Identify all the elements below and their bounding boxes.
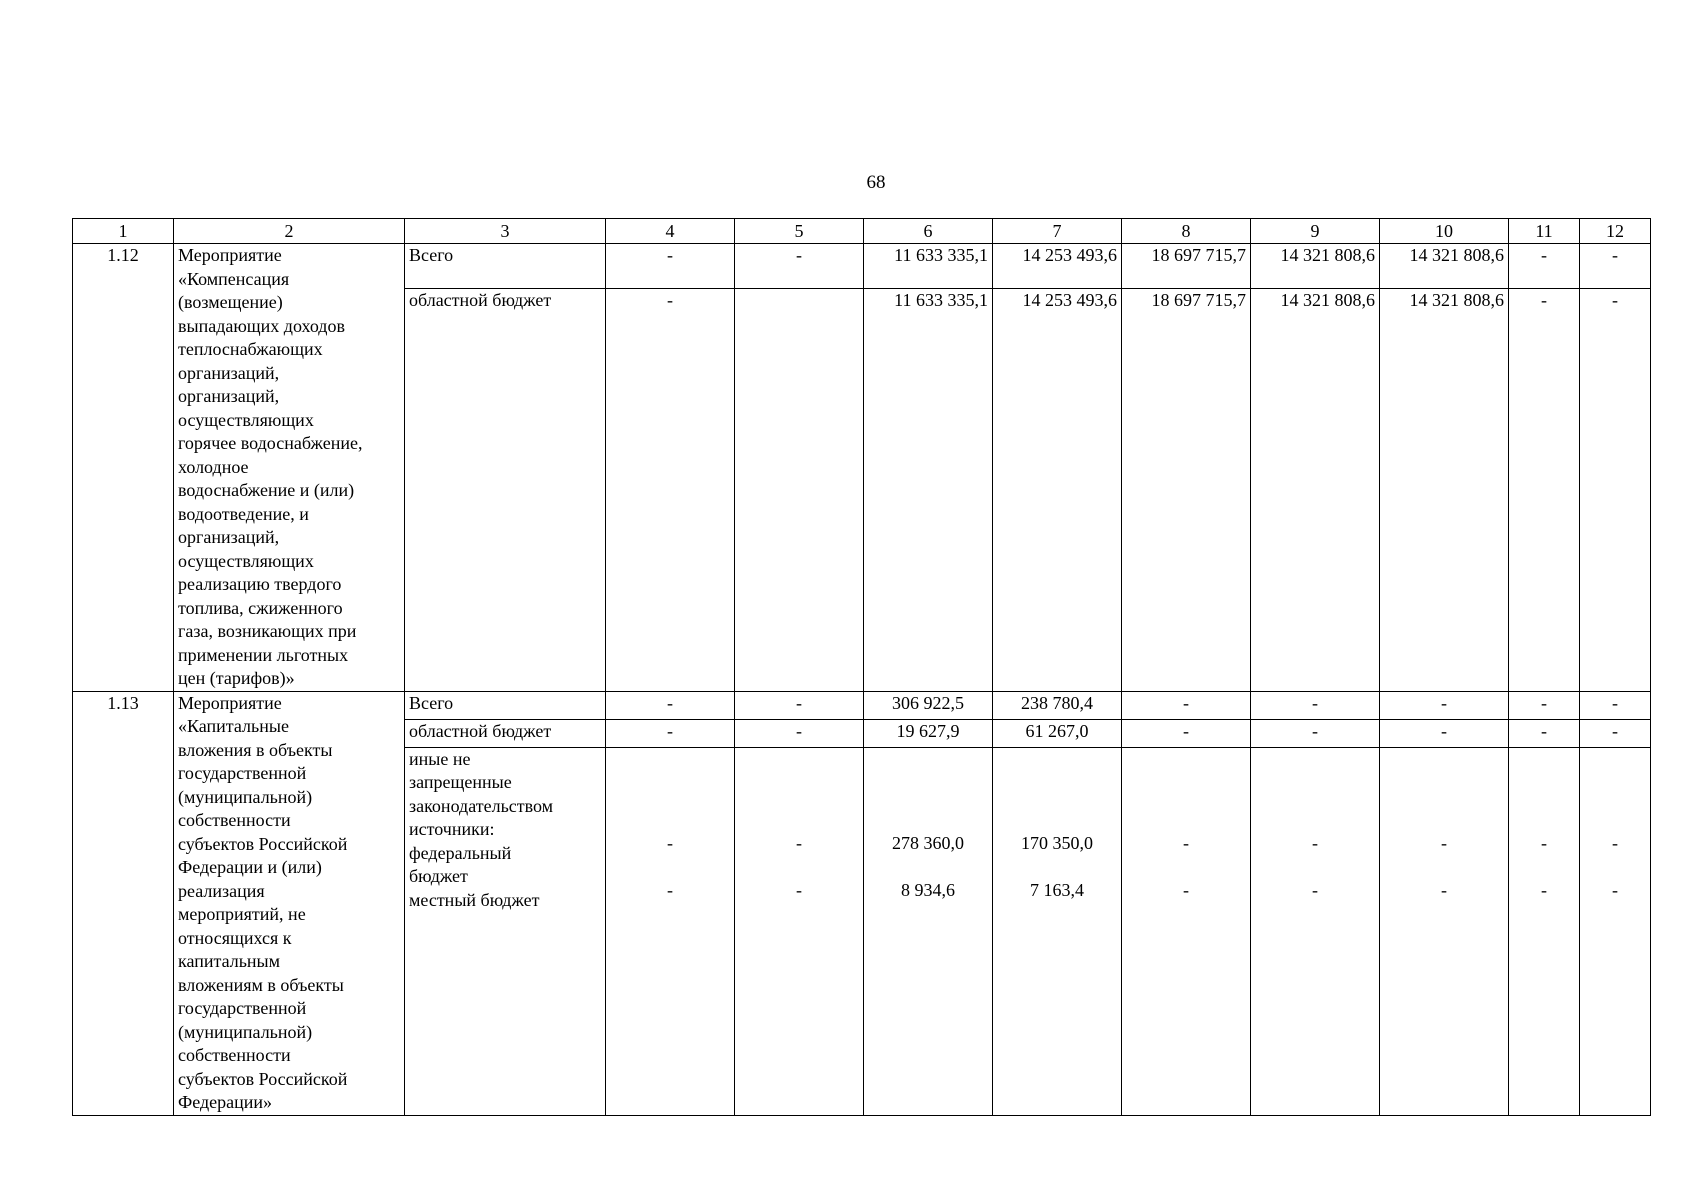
- column-header: 6: [864, 219, 993, 244]
- value-cell: 19 627,9: [864, 719, 993, 747]
- column-header: 5: [735, 219, 864, 244]
- federal-value: -: [1441, 832, 1447, 853]
- column-header: 4: [606, 219, 735, 244]
- funding-source: Всего: [405, 691, 606, 719]
- value-cell: 14 253 493,6: [993, 289, 1122, 691]
- item-title: Мероприятие «Компенсация (возмещение) выпадающих доходов теплоснабжающих организаций, организаций, осуществляющих горячее водоснабжение, холодное водоснабжение и (или) водоотведение, и организаций, осуществляющих реализацию твердого топлива, сжиженного газа, возникающих при применении льготных цен (тарифов)»: [174, 244, 405, 692]
- value-cell: -: [735, 691, 864, 719]
- value-cell: [993, 747, 1122, 1115]
- column-header: 8: [1122, 219, 1251, 244]
- table-row: [73, 244, 1651, 289]
- value-cell: [606, 747, 735, 1115]
- federal-value: -: [796, 832, 802, 853]
- item-number: 1.13: [73, 691, 174, 1115]
- local-value: -: [1612, 879, 1618, 900]
- value-cell: -: [735, 244, 864, 289]
- item-title: Мероприятие «Капитальные вложения в объекты государственной (муниципальной) собственности субъектов Российской Федерации и (или) реализация мероприятий, не относящихся к капитальным вложениям в объекты государственной (муниципальной) собственности субъектов Российской Федерации»: [174, 691, 405, 1115]
- column-header: 1: [73, 219, 174, 244]
- value-cell: [864, 747, 993, 1115]
- value-cell: -: [1122, 691, 1251, 719]
- value-cell: -: [1509, 719, 1580, 747]
- value-cell: -: [606, 719, 735, 747]
- value-cell: 238 780,4: [993, 691, 1122, 719]
- value-cell: -: [606, 289, 735, 691]
- value-cell: 14 321 808,6: [1251, 244, 1380, 289]
- value-cell: -: [1509, 289, 1580, 691]
- value-cell: -: [1509, 691, 1580, 719]
- column-header: 12: [1580, 219, 1651, 244]
- value-cell: 18 697 715,7: [1122, 244, 1251, 289]
- value-cell: -: [1122, 719, 1251, 747]
- item-number: 1.12: [73, 244, 174, 692]
- local-value: -: [796, 879, 802, 900]
- value-cell: 14 321 808,6: [1380, 244, 1509, 289]
- value-cell: -: [606, 691, 735, 719]
- value-cell: -: [606, 244, 735, 289]
- value-cell: -: [1580, 719, 1651, 747]
- value-cell: [1580, 747, 1651, 1115]
- table-row: [73, 691, 1651, 719]
- value-cell: [1380, 747, 1509, 1115]
- value-cell: -: [1580, 289, 1651, 691]
- value-cell: [1122, 747, 1251, 1115]
- column-header: 3: [405, 219, 606, 244]
- value-cell: 14 253 493,6: [993, 244, 1122, 289]
- value-cell: 18 697 715,7: [1122, 289, 1251, 691]
- value-cell: 306 922,5: [864, 691, 993, 719]
- federal-value: 170 350,0: [1021, 832, 1093, 853]
- funding-source: областной бюджет: [405, 719, 606, 747]
- value-cell: 14 321 808,6: [1380, 289, 1509, 691]
- value-cell: 11 633 335,1: [864, 289, 993, 691]
- local-value: -: [667, 879, 673, 900]
- federal-value: -: [1312, 832, 1318, 853]
- funding-table: [72, 218, 1651, 1116]
- value-cell: -: [1380, 719, 1509, 747]
- value-cell: 11 633 335,1: [864, 244, 993, 289]
- federal-value: 278 360,0: [892, 832, 964, 853]
- column-header: 2: [174, 219, 405, 244]
- value-cell: -: [735, 719, 864, 747]
- value-cell: -: [1509, 244, 1580, 289]
- page-number: 68: [866, 172, 886, 193]
- column-header: 7: [993, 219, 1122, 244]
- federal-value: -: [1612, 832, 1618, 853]
- federal-value: -: [1541, 832, 1547, 853]
- value-cell: -: [1580, 244, 1651, 289]
- value-cell: 14 321 808,6: [1251, 289, 1380, 691]
- funding-source: Всего: [405, 244, 606, 289]
- local-value: -: [1312, 879, 1318, 900]
- value-cell: -: [1251, 691, 1380, 719]
- local-value: 7 163,4: [1030, 879, 1084, 900]
- value-cell: 61 267,0: [993, 719, 1122, 747]
- value-cell: [1509, 747, 1580, 1115]
- local-value: -: [1541, 879, 1547, 900]
- value-cell: -: [1580, 691, 1651, 719]
- table-header-row: [73, 219, 1651, 244]
- funding-source: областной бюджет: [405, 289, 606, 691]
- value-cell: [735, 747, 864, 1115]
- column-header: 9: [1251, 219, 1380, 244]
- column-header: 10: [1380, 219, 1509, 244]
- value-cell: [735, 289, 864, 691]
- value-cell: -: [1380, 691, 1509, 719]
- funding-source: иные не запрещенные законодательством источники: федеральный бюджет местный бюджет: [405, 747, 606, 1115]
- federal-value: -: [667, 832, 673, 853]
- value-cell: -: [1251, 719, 1380, 747]
- local-value: -: [1441, 879, 1447, 900]
- column-header: 11: [1509, 219, 1580, 244]
- local-value: 8 934,6: [901, 879, 955, 900]
- federal-value: -: [1183, 832, 1189, 853]
- value-cell: [1251, 747, 1380, 1115]
- local-value: -: [1183, 879, 1189, 900]
